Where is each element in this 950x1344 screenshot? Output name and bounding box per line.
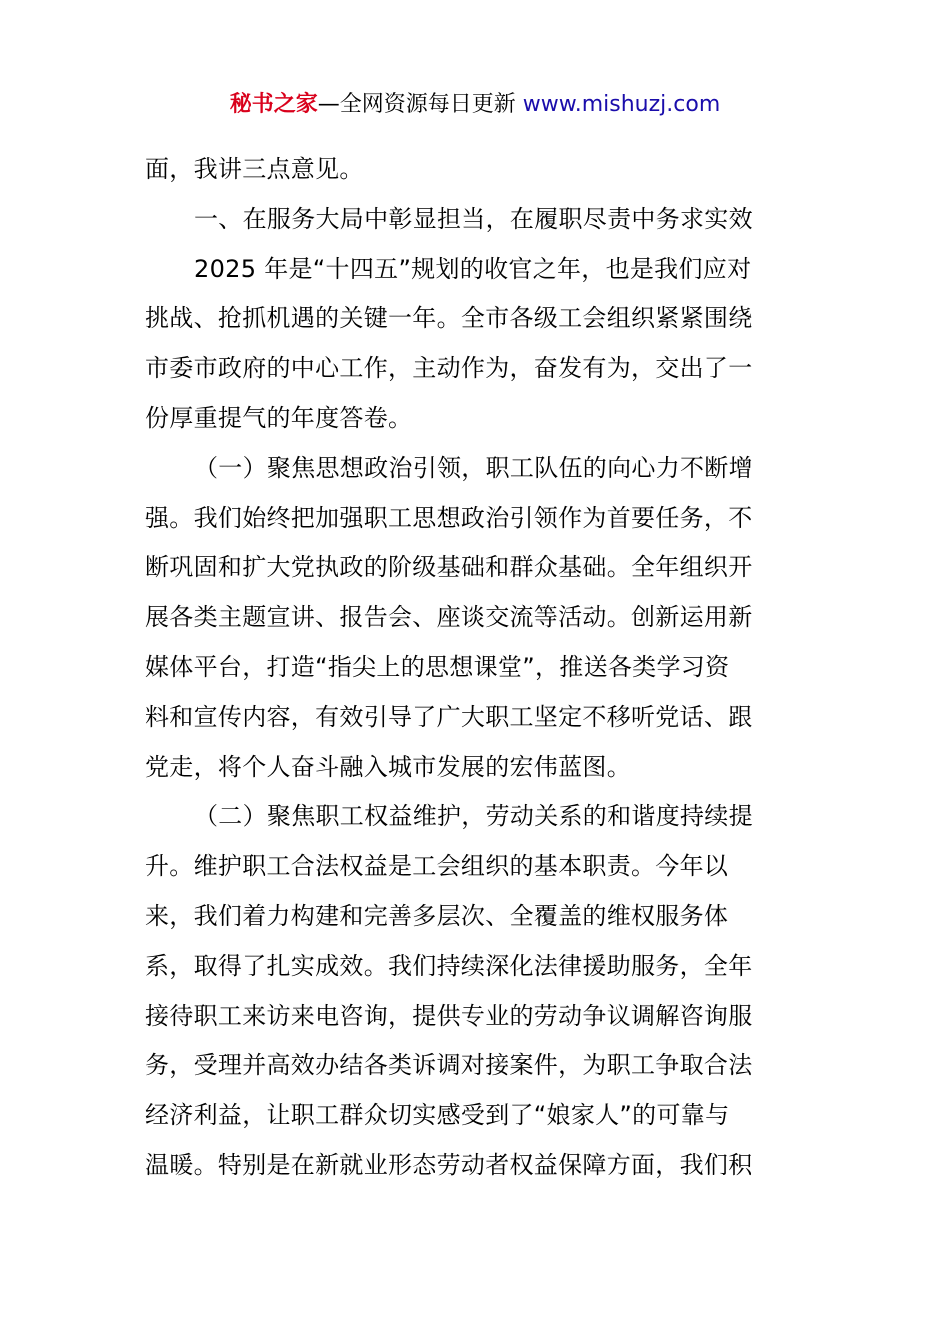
text-line: 断巩固和扩大党执政的阶级基础和群众基础。全年组织开 bbox=[145, 553, 753, 582]
text-line: 经济利益，让职工群众切实感受到了“娘家人”的可靠与 bbox=[145, 1101, 730, 1130]
text-line: 份厚重提气的年度答卷。 bbox=[145, 403, 413, 432]
text-line: 面，我讲三点意见。 bbox=[145, 155, 364, 183]
text-line: 展各类主题宣讲、报告会、座谈交流等活动。创新运用新 bbox=[145, 603, 753, 632]
text-line: 挑战、抢抓机遇的关键一年。全市各级工会组织紧紧围绕 bbox=[145, 304, 753, 333]
text-line: 党走，将个人奋斗融入城市发展的宏伟蓝图。 bbox=[145, 752, 631, 781]
text-line: 市委市政府的中心工作，主动作为，奋发有为，交出了一 bbox=[145, 354, 753, 383]
site-url-link[interactable]: www.mishuzj.com bbox=[522, 92, 721, 117]
text-line: 强。我们始终把加强职工思想政治引领作为首要任务，不 bbox=[145, 503, 753, 532]
paragraph-first-line: 2025 年是“十四五”规划的收官之年，也是我们应对 bbox=[194, 254, 752, 283]
watermark-header bbox=[0, 88, 950, 122]
text-line: 媒体平台，打造“指尖上的思想课堂”，推送各类学习资 bbox=[145, 652, 730, 681]
text-line: 系，取得了扎实成效。我们持续深化法律援助服务，全年 bbox=[145, 951, 753, 980]
text-line: 温暖。特别是在新就业形态劳动者权益保障方面，我们积 bbox=[145, 1150, 753, 1179]
subsection-heading: （二）聚焦职工权益维护，劳动关系的和谐度持续提 bbox=[194, 802, 753, 831]
text-line: 来，我们着力构建和完善多层次、全覆盖的维权服务体 bbox=[145, 901, 729, 930]
text-line: 料和宣传内容，有效引导了广大职工坚定不移听党话、跟 bbox=[145, 702, 753, 731]
brand-tagline: —全网资源每日更新 bbox=[317, 92, 523, 117]
text-line: 接待职工来访来电咨询，提供专业的劳动争议调解咨询服 bbox=[145, 1001, 753, 1030]
text-line: 升。维护职工合法权益是工会组织的基本职责。今年以 bbox=[145, 852, 729, 881]
text-line: 务，受理并高效办结各类诉调对接案件，为职工争取合法 bbox=[145, 1051, 753, 1080]
section-heading: 一、在服务大局中彰显担当，在履职尽责中务求实效 bbox=[194, 204, 753, 233]
subsection-heading: （一）聚焦思想政治引领，职工队伍的向心力不断增 bbox=[194, 453, 753, 482]
document-body bbox=[145, 145, 815, 1191]
brand-name: 秘书之家 bbox=[229, 92, 318, 117]
